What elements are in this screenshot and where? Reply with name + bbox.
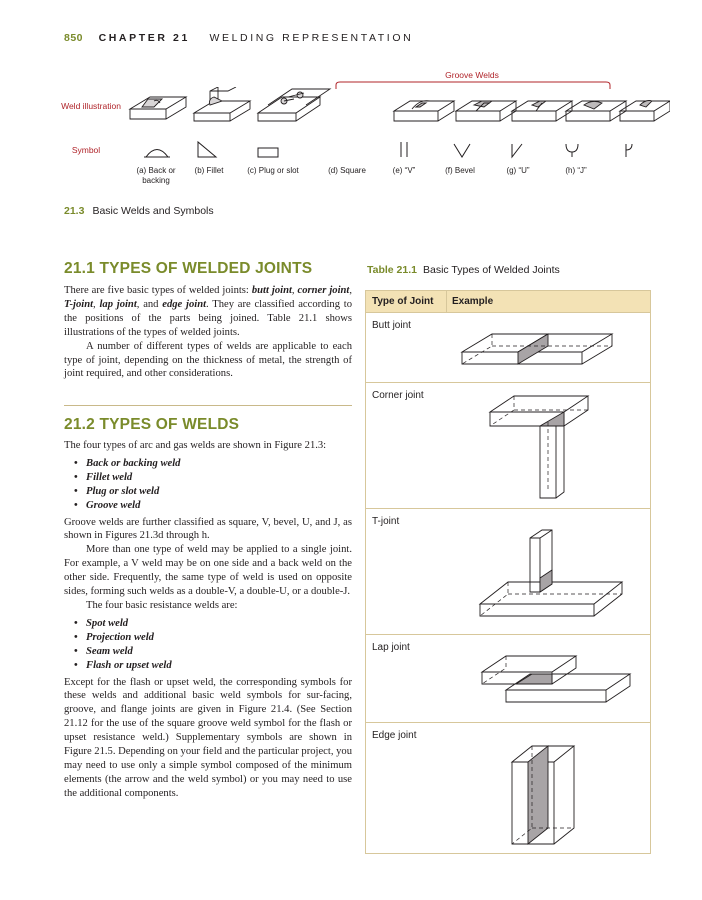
row-label: Butt joint <box>372 320 411 331</box>
table-number: Table 21.1 <box>367 264 417 276</box>
col-type-of-joint: Type of Joint <box>372 296 434 307</box>
section-divider <box>64 405 352 406</box>
fillet-weld-illustration <box>194 87 250 121</box>
term: edge joint <box>162 298 207 310</box>
row-label: Corner joint <box>372 390 424 401</box>
list-item: • Projection weld <box>64 631 352 645</box>
caption-e: (e) “V” <box>392 166 416 175</box>
chapter-label: CHAPTER 21 <box>98 32 190 44</box>
term: lap joint <box>99 298 137 310</box>
lap-joint-drawing <box>366 634 650 722</box>
edge-joint-drawing <box>366 722 650 853</box>
paragraph: A number of different types of welds are applicable to each type of joint, depending on the thickness of metal, the strength of joint required, and other considerations. <box>64 340 352 380</box>
table-row-lap <box>366 634 650 723</box>
fillet-weld-symbol <box>198 142 216 157</box>
caption-c: (c) Plug or slot <box>247 166 299 175</box>
figure-number: 21.3 <box>64 205 85 217</box>
list-item: • Plug or slot weld <box>64 485 352 499</box>
paragraph: Groove welds are further classified as square, V, bevel, U, and J, as shown in Figures 21.3d through h. <box>64 516 352 542</box>
u-weld-symbol <box>566 144 578 157</box>
square-weld-illustration <box>394 101 454 121</box>
bevel-weld-symbol <box>512 144 522 157</box>
table-row-edge <box>366 722 650 853</box>
paragraph: More than one type of weld may be applied to a single joint. For example, a V weld may be on one side and a back weld on the other side. Frequently, the same type of weld is used on opposite sides, forming such welds as a double-V, a double-U, or a double-J. <box>64 544 352 598</box>
v-weld-illustration <box>456 101 516 121</box>
page-number: 850 <box>64 32 84 44</box>
paragraph: The four basic resistance welds are: <box>86 599 238 611</box>
welded-joints-table <box>365 290 651 854</box>
symbol-label: Symbol <box>71 145 101 155</box>
section-heading-21-1: 21.1 TYPES OF WELDED JOINTS <box>64 260 313 277</box>
table-row-corner <box>366 382 650 509</box>
groove-welds-label: Groove Welds <box>445 70 499 80</box>
caption-g: (g) “U” <box>506 166 530 175</box>
term: corner joint <box>297 285 350 296</box>
running-head <box>64 32 413 44</box>
chapter-title: WELDING REPRESENTATION <box>209 32 414 44</box>
paragraph: The four types of arc and gas welds are shown in Figure 21.3: <box>64 440 327 451</box>
figure-caption-text: Basic Welds and Symbols <box>92 205 214 217</box>
paragraph: Except for the flash or upset weld, the corresponding symbols for these welds and additional basic weld symbols for sur-facing, groove, and flange joints are given in Figure 21.4. (See Section 21.12 for the use of the square groove weld symbol for the flash or upset resistance weld.) Supplementary symbols are shown in Figure 21.5. Depending on your field and the particular project, you may need to use only a simple symbol composed of the minimum elements (the arrow and the weld symbol) or you may need to use the additional components. <box>64 676 353 799</box>
row-label: Lap joint <box>372 642 410 653</box>
plug-weld-symbol <box>258 148 278 157</box>
t-joint-drawing <box>366 508 650 634</box>
j-weld-symbol <box>626 144 632 157</box>
row-label: Edge joint <box>372 730 417 741</box>
weld-illustrations <box>120 87 670 137</box>
bevel-weld-illustration <box>512 101 572 121</box>
paragraph: There are five basic types of welded joints: butt joint, corner joint, T-joint, lap joint, and edge joint. They are classified according to the positions of the parts being joined. Table 21.1 shows illustrations of the types of welded joints. <box>64 285 353 338</box>
square-weld-symbol <box>401 142 407 157</box>
list-item: • Spot weld <box>64 617 352 631</box>
figure-caption <box>64 205 214 217</box>
table-row-t <box>366 508 650 635</box>
table-title-text: Basic Types of Welded Joints <box>423 264 560 276</box>
term: butt joint <box>251 285 292 296</box>
v-weld-symbol <box>454 144 470 157</box>
weld-illustration-label: Weld illustration <box>61 101 121 111</box>
resistance-weld-list <box>64 617 352 673</box>
figure-basic-welds <box>60 62 660 222</box>
table-title <box>367 264 560 276</box>
list-item: • Groove weld <box>64 499 352 513</box>
list-item: • Back or backing weld <box>64 457 352 471</box>
u-weld-illustration <box>566 101 626 121</box>
list-item: • Fillet weld <box>64 471 352 485</box>
caption-a: (a) Back or backing <box>136 166 176 185</box>
j-weld-illustration <box>620 101 670 122</box>
text-run: There are five basic types of welded joints: <box>64 285 252 296</box>
term: T-joint <box>64 298 94 310</box>
col-example: Example <box>452 296 494 307</box>
corner-joint-drawing <box>366 382 650 508</box>
caption-h: (h) “J” <box>565 166 587 175</box>
back-weld-illustration <box>130 97 186 119</box>
caption-d: (d) Square <box>328 166 366 175</box>
arc-weld-list <box>64 457 352 513</box>
table-row-butt <box>366 312 650 383</box>
section-21-1-body <box>64 284 352 381</box>
caption-f: (f) Bevel <box>445 166 475 175</box>
weld-symbols <box>120 140 670 160</box>
text-run: They are classified according to the positions of the parts being joined. Table 21.1 shows illustrations of the types of welded joints. <box>64 298 352 338</box>
row-label: T-joint <box>372 516 400 527</box>
list-item: • Flash or upset weld <box>64 659 352 673</box>
section-21-2-body <box>64 439 352 801</box>
butt-joint-drawing <box>366 312 650 382</box>
table-header <box>366 291 650 313</box>
section-heading-21-2: 21.2 TYPES OF WELDS <box>64 416 240 433</box>
caption-b: (b) Fillet <box>194 166 224 175</box>
plug-weld-illustration <box>258 89 330 121</box>
list-item: • Seam weld <box>64 645 352 659</box>
back-weld-symbol <box>144 150 170 158</box>
